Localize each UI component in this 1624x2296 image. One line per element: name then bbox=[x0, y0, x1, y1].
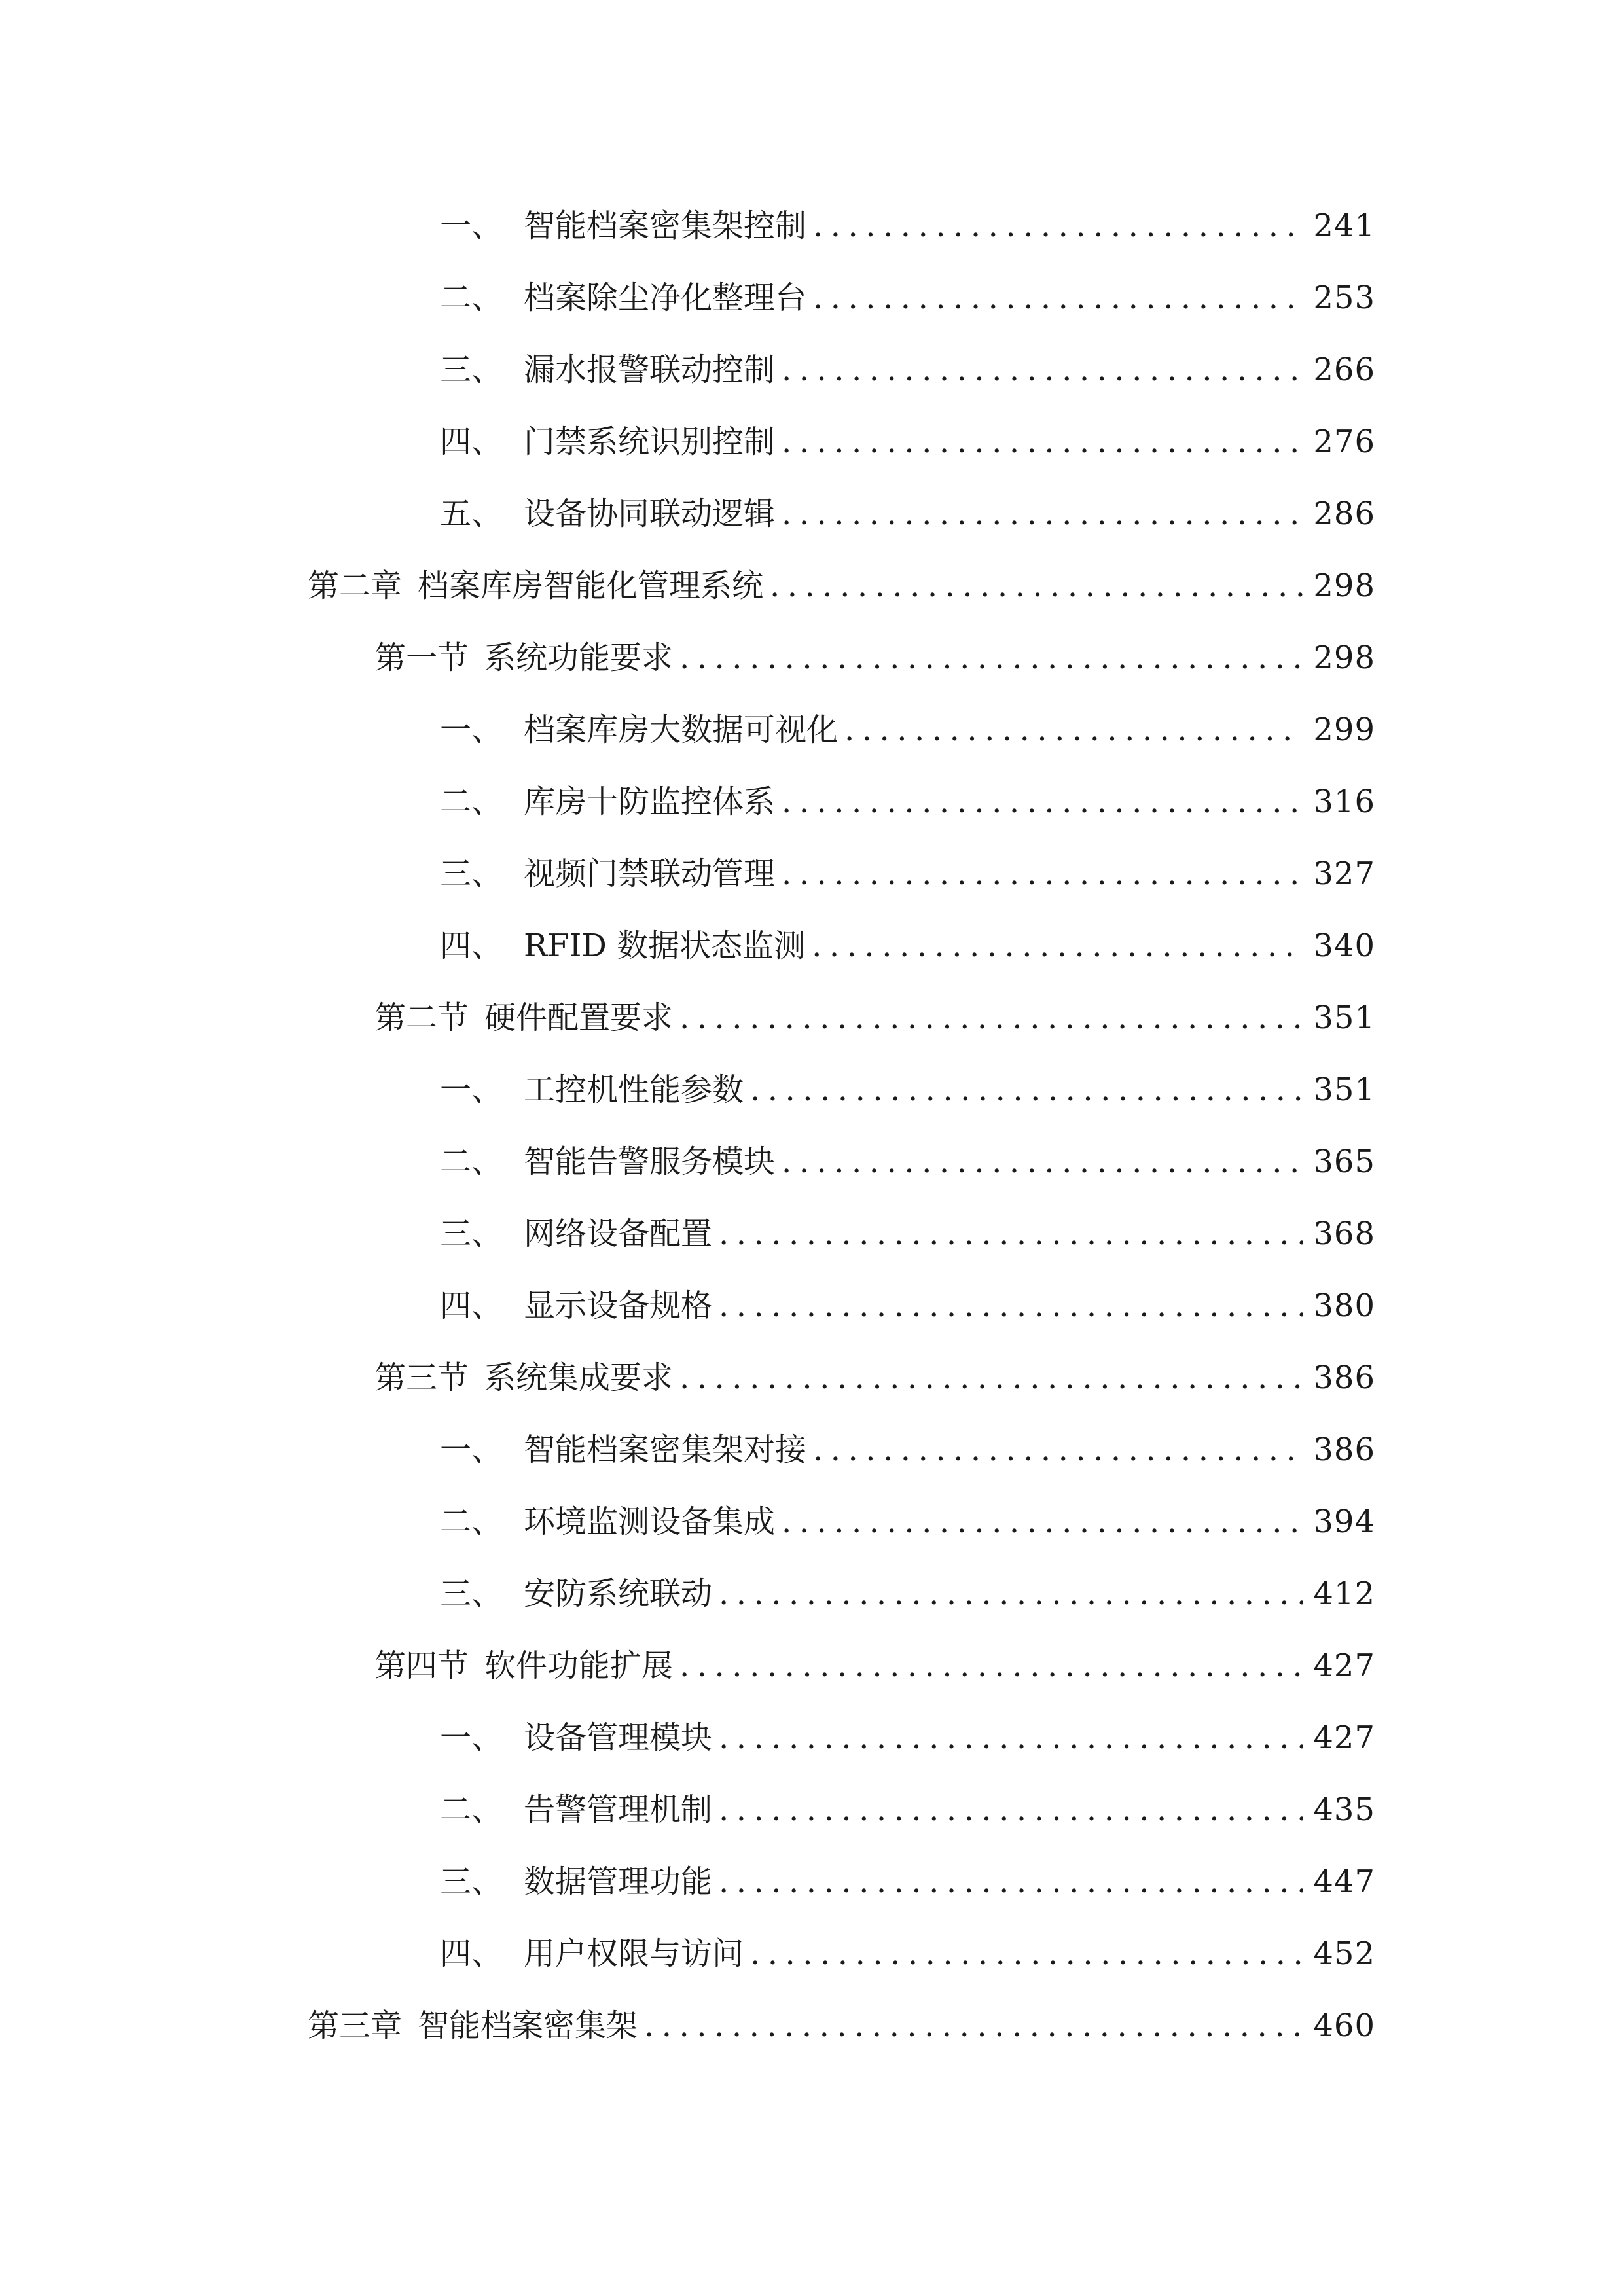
dot-leader bbox=[813, 1430, 1303, 1469]
toc-entry-title: RFID 数据状态监测 bbox=[524, 927, 806, 964]
toc-entry-title: 智能档案密集架控制 bbox=[524, 207, 807, 244]
toc-entry-title: 数据管理功能 bbox=[524, 1863, 713, 1900]
dot-leader bbox=[844, 710, 1303, 749]
toc-entry-number: 四、 bbox=[440, 423, 503, 460]
toc-entry-page: 368 bbox=[1313, 1215, 1375, 1252]
toc-entry-number: 一、 bbox=[440, 1719, 503, 1756]
toc-entry-page: 435 bbox=[1313, 1791, 1375, 1828]
toc-entry[interactable] bbox=[0, 1414, 1624, 1486]
toc-entry-number: 三、 bbox=[440, 351, 503, 388]
toc-entry-title: 系统集成要求 bbox=[484, 1359, 674, 1396]
toc-entry[interactable] bbox=[0, 910, 1624, 982]
dot-leader bbox=[719, 1574, 1303, 1613]
toc-entry-number: 第三章 bbox=[308, 2007, 403, 2044]
toc-entry-page: 351 bbox=[1313, 1071, 1375, 1108]
toc-entry-title: 智能档案密集架对接 bbox=[524, 1431, 807, 1468]
toc-entry-number: 五、 bbox=[440, 495, 503, 532]
dot-leader bbox=[782, 1502, 1303, 1541]
toc-entry-number: 第二节 bbox=[374, 999, 469, 1036]
toc-entry-page: 276 bbox=[1313, 423, 1375, 460]
dot-leader bbox=[679, 1358, 1303, 1397]
toc-entry[interactable] bbox=[0, 334, 1624, 406]
toc-entry-page: 316 bbox=[1313, 783, 1375, 820]
toc-section-entry[interactable] bbox=[0, 1630, 1624, 1702]
toc-entry-title: 门禁系统识别控制 bbox=[524, 423, 776, 460]
toc-entry-title: 库房十防监控体系 bbox=[524, 783, 776, 820]
toc-entry-title: 用户权限与访问 bbox=[524, 1935, 744, 1972]
toc-section-entry[interactable] bbox=[0, 1342, 1624, 1414]
toc-entry-title: 系统功能要求 bbox=[484, 639, 674, 676]
toc-entry-number: 三、 bbox=[440, 1215, 503, 1252]
toc-entry-page: 351 bbox=[1313, 999, 1375, 1036]
toc-entry-title: 网络设备配置 bbox=[524, 1215, 713, 1252]
toc-entry-title: 安防系统联动 bbox=[524, 1575, 713, 1612]
toc-entry-number: 一、 bbox=[440, 1431, 503, 1468]
toc-entry-page: 266 bbox=[1313, 351, 1375, 388]
toc-entry[interactable] bbox=[0, 694, 1624, 766]
toc-entry-number: 第三节 bbox=[374, 1359, 469, 1396]
dot-leader bbox=[719, 1790, 1303, 1829]
toc-section-entry[interactable] bbox=[0, 622, 1624, 694]
toc-entry[interactable] bbox=[0, 478, 1624, 550]
toc-entry[interactable] bbox=[0, 1198, 1624, 1270]
dot-leader bbox=[782, 782, 1303, 821]
toc-entry-page: 286 bbox=[1313, 495, 1375, 532]
dot-leader bbox=[679, 1646, 1303, 1685]
toc-entry-title: 档案库房智能化管理系统 bbox=[418, 567, 764, 604]
toc-entry-number: 二、 bbox=[440, 1143, 503, 1180]
dot-leader bbox=[719, 1862, 1303, 1901]
dot-leader bbox=[782, 350, 1303, 389]
toc-entry-page: 365 bbox=[1313, 1143, 1375, 1180]
dot-leader bbox=[782, 1142, 1303, 1181]
toc-entry-title: 智能告警服务模块 bbox=[524, 1143, 776, 1180]
dot-leader bbox=[782, 494, 1303, 533]
toc-entry-page: 327 bbox=[1313, 855, 1375, 892]
toc-entry-number: 四、 bbox=[440, 927, 503, 964]
toc-entry-number: 第一节 bbox=[374, 639, 469, 676]
toc-entry[interactable] bbox=[0, 1486, 1624, 1558]
toc-entry[interactable] bbox=[0, 1702, 1624, 1774]
toc-entry[interactable] bbox=[0, 1054, 1624, 1126]
toc-entry-number: 第二章 bbox=[308, 567, 403, 604]
toc-entry-page: 460 bbox=[1313, 2007, 1375, 2044]
toc-entry[interactable] bbox=[0, 1774, 1624, 1846]
toc-entry-number: 四、 bbox=[440, 1935, 503, 1972]
toc-entry-number: 一、 bbox=[440, 207, 503, 244]
toc-entry-page: 394 bbox=[1313, 1503, 1375, 1540]
toc-entry-page: 427 bbox=[1313, 1647, 1375, 1684]
dot-leader bbox=[750, 1934, 1303, 1973]
dot-leader bbox=[644, 2006, 1303, 2045]
toc-chapter-entry[interactable] bbox=[0, 550, 1624, 622]
toc-entry-page: 241 bbox=[1313, 207, 1375, 244]
toc-entry[interactable] bbox=[0, 766, 1624, 838]
toc-entry-page: 299 bbox=[1313, 711, 1375, 748]
toc-entry-page: 340 bbox=[1313, 927, 1375, 964]
toc-entry-title: 档案除尘净化整理台 bbox=[524, 279, 807, 316]
toc-entry-page: 412 bbox=[1313, 1575, 1375, 1612]
toc-entry-number: 二、 bbox=[440, 783, 503, 820]
toc-entry-page: 447 bbox=[1313, 1863, 1375, 1900]
toc-entry[interactable] bbox=[0, 406, 1624, 478]
toc-entry-number: 二、 bbox=[440, 1791, 503, 1828]
dot-leader bbox=[813, 206, 1303, 245]
toc-entry-page: 298 bbox=[1313, 567, 1375, 604]
toc-entry-title: 硬件配置要求 bbox=[484, 999, 674, 1036]
toc-entry[interactable] bbox=[0, 1558, 1624, 1630]
toc-entry-title: 设备协同联动逻辑 bbox=[524, 495, 776, 532]
toc-entry-page: 386 bbox=[1313, 1359, 1375, 1396]
toc-entry-page: 298 bbox=[1313, 639, 1375, 676]
toc-entry[interactable] bbox=[0, 838, 1624, 910]
toc-entry-title: 视频门禁联动管理 bbox=[524, 855, 776, 892]
toc-entry[interactable] bbox=[0, 1126, 1624, 1198]
dot-leader bbox=[719, 1718, 1303, 1757]
dot-leader bbox=[679, 638, 1303, 677]
toc-entry-number: 二、 bbox=[440, 279, 503, 316]
dot-leader bbox=[812, 926, 1303, 965]
dot-leader bbox=[750, 1070, 1303, 1109]
dot-leader bbox=[813, 278, 1303, 317]
dot-leader bbox=[782, 422, 1303, 461]
toc-entry-number: 三、 bbox=[440, 855, 503, 892]
toc-entry-number: 三、 bbox=[440, 1863, 503, 1900]
toc-entry-number: 三、 bbox=[440, 1575, 503, 1612]
toc-entry-title: 环境监测设备集成 bbox=[524, 1503, 776, 1540]
toc-entry-title: 软件功能扩展 bbox=[484, 1647, 674, 1684]
toc-entry-number: 一、 bbox=[440, 711, 503, 748]
toc-section-entry[interactable] bbox=[0, 982, 1624, 1054]
toc-entry-title: 工控机性能参数 bbox=[524, 1071, 744, 1108]
toc-entry[interactable] bbox=[0, 1270, 1624, 1342]
toc-entry-number: 四、 bbox=[440, 1287, 503, 1324]
toc-entry-title: 显示设备规格 bbox=[524, 1287, 713, 1324]
toc-entry-page: 427 bbox=[1313, 1719, 1375, 1756]
toc-entry-number: 二、 bbox=[440, 1503, 503, 1540]
table-of-contents bbox=[0, 190, 1624, 2062]
dot-leader bbox=[679, 998, 1303, 1037]
toc-entry[interactable] bbox=[0, 1846, 1624, 1918]
toc-entry-page: 452 bbox=[1313, 1935, 1375, 1972]
toc-entry-title: 告警管理机制 bbox=[524, 1791, 713, 1828]
toc-entry-page: 386 bbox=[1313, 1431, 1375, 1468]
toc-entry[interactable] bbox=[0, 262, 1624, 334]
toc-entry-title: 档案库房大数据可视化 bbox=[524, 711, 839, 748]
dot-leader bbox=[719, 1286, 1303, 1325]
toc-entry[interactable] bbox=[0, 190, 1624, 262]
toc-entry[interactable] bbox=[0, 1918, 1624, 1990]
toc-entry-title: 设备管理模块 bbox=[524, 1719, 713, 1756]
toc-entry-page: 380 bbox=[1313, 1287, 1375, 1324]
toc-entry-number: 第四节 bbox=[374, 1647, 469, 1684]
dot-leader bbox=[770, 566, 1303, 605]
dot-leader bbox=[782, 854, 1303, 893]
toc-entry-title: 漏水报警联动控制 bbox=[524, 351, 776, 388]
toc-entry-number: 一、 bbox=[440, 1071, 503, 1108]
toc-entry-title: 智能档案密集架 bbox=[418, 2007, 638, 2044]
toc-entry-page: 253 bbox=[1313, 279, 1375, 316]
dot-leader bbox=[719, 1214, 1303, 1253]
toc-chapter-entry[interactable] bbox=[0, 1990, 1624, 2062]
